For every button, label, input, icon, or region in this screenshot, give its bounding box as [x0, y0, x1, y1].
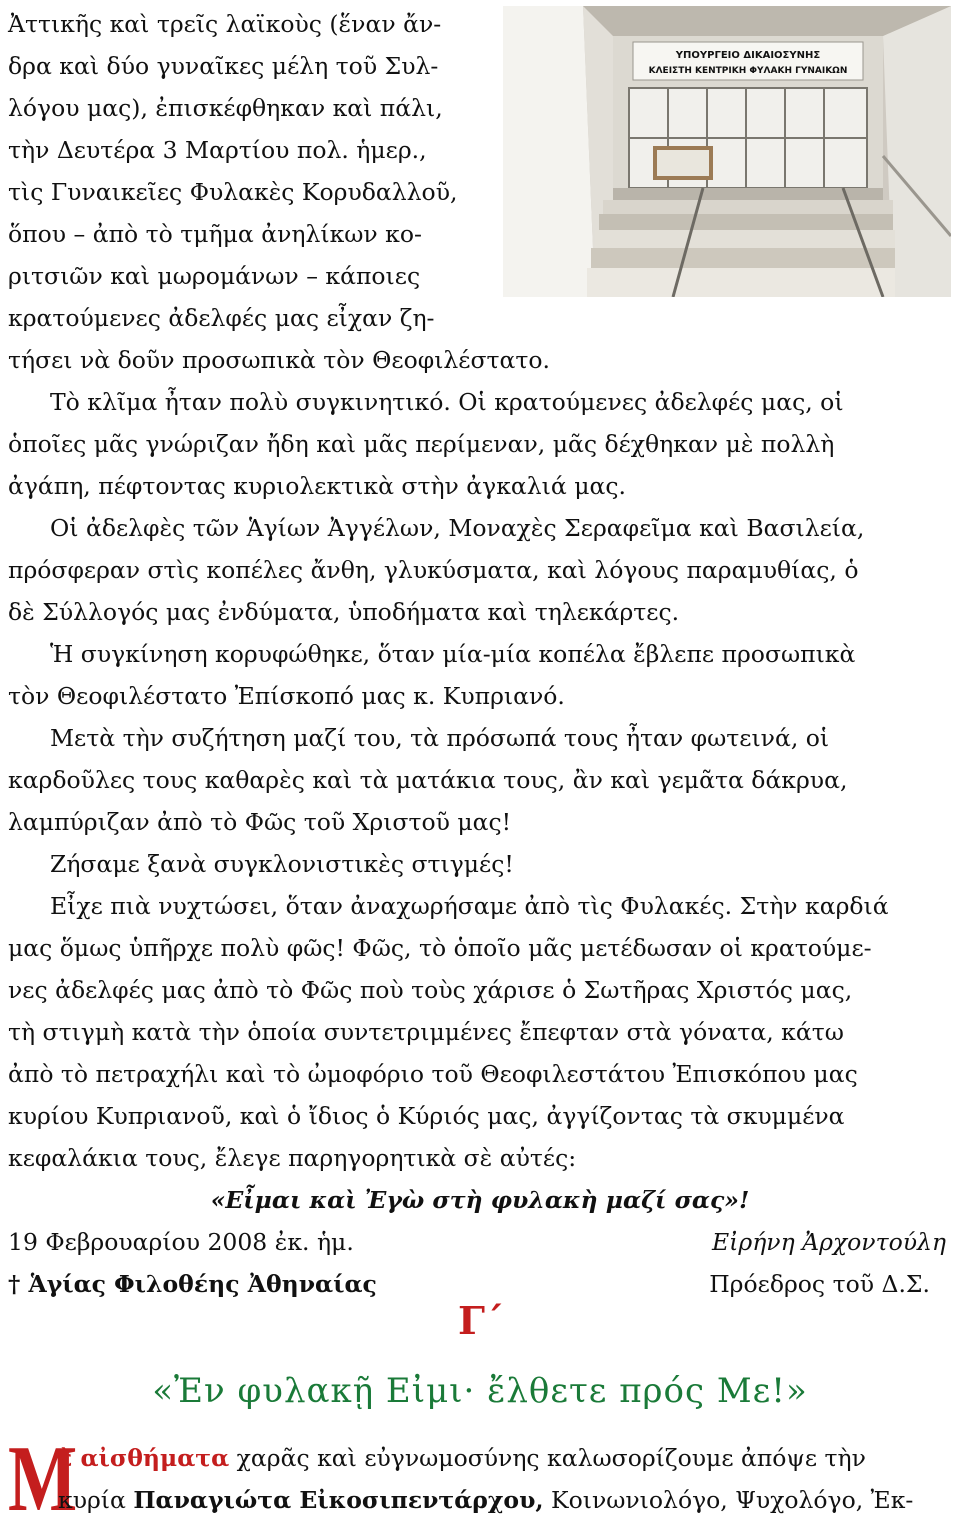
section-title: «Ἐν φυλακῇ Εἰμι· ἔλθετε πρός Με!»: [152, 1371, 808, 1411]
sign-line-1: ΥΠΟΥΡΓΕΙΟ ΔΙΚΑΙΟΣΥΝΗΣ: [675, 50, 821, 61]
article-line: πρόσφεραν στὶς κοπέλες ἄνθη, γλυκύσματα, καὶ λόγους παραμυθίας, ὁ: [8, 556, 859, 584]
section-letter: Γ΄: [458, 1298, 504, 1343]
prison-entrance-illustration: [503, 6, 951, 297]
closing-quote: «Εἶμαι καὶ Ἐγὼ στὴ φυλακὴ μαζί σας»!: [210, 1186, 750, 1214]
article-line: τήσει νὰ δοῦν προσωπικὰ τὸν Θεοφιλέστατο.: [8, 346, 551, 374]
section-line-1: [58, 1438, 866, 1478]
dropcap: Μ: [8, 1427, 78, 1531]
article-line: τὴν Δευτέρα 3 Μαρτίου πολ. ἡμερ.,: [8, 136, 427, 164]
article-line: νες ἀδελφές μας ἀπὸ τὸ Φῶς ποὺ τοὺς χάρισε ὁ Σωτῆρας Χριστός μας,: [8, 976, 853, 1004]
article-line: μας ὅμως ὑπῆρχε πολὺ φῶς! Φῶς, τὸ ὁποῖο μᾶς μετέδωσαν οἱ κρατούμε-: [8, 934, 872, 962]
article-line: λόγου μας), ἐπισκέφθηκαν καὶ πάλι,: [8, 94, 443, 122]
article-line: Ζήσαμε ξανὰ συγκλονιστικὲς στιγμές!: [50, 850, 514, 878]
article-line: δρα καὶ δύο γυναῖκες μέλη τοῦ Συλ-: [8, 52, 439, 80]
signature-name: Εἰρήνη Ἀρχοντούλη: [712, 1228, 946, 1256]
article-line: Τὸ κλῖμα ἦταν πολὺ συγκινητικό. Οἱ κρατούμενες ἀδελφές μας, οἱ: [50, 388, 844, 416]
article-line: ἀπὸ τὸ πετραχήλι καὶ τὸ ὠμοφόριο τοῦ Θεοφιλεστάτου Ἐπισκόπου μας: [8, 1060, 858, 1088]
article-line: Οἱ ἀδελφὲς τῶν Ἁγίων Ἀγγέλων, Μοναχὲς Σεραφεῖμα καὶ Βασιλεία,: [50, 514, 865, 542]
guest-name: Παναγιώτα Εἰκοσιπεντάρχου,: [133, 1486, 544, 1514]
article-line: Ἀττικῆς καὶ τρεῖς λαϊκοὺς (ἕναν ἄν-: [8, 10, 442, 38]
article-line: Μετὰ τὴν συζήτηση μαζί του, τὰ πρόσωπά τους ἦταν φωτεινά, οἱ: [50, 724, 830, 752]
prison-entrance-photo: [503, 6, 951, 297]
article-line: ὅπου – ἀπὸ τὸ τμῆμα ἀνηλίκων κο-: [8, 220, 422, 248]
article-line: κυρίου Κυπριανοῦ, καὶ ὁ ἴδιος ὁ Κύριός μας, ἀγγίζοντας τὰ σκυμμένα: [8, 1102, 845, 1130]
feast-name: Ἁγίας Φιλοθέης Ἀθηναίας: [28, 1270, 377, 1298]
article-line: κρατούμενες ἀδελφές μας εἶχαν ζη-: [8, 304, 435, 332]
article-line: ὁποῖες μᾶς γνώριζαν ἤδη καὶ μᾶς περίμεναν, μᾶς δέχθηκαν μὲ πολλὴ: [8, 430, 835, 458]
signature-feast: [8, 1264, 377, 1304]
signature-role: Πρόεδρος τοῦ Δ.Σ.: [709, 1270, 930, 1298]
article-line: Ἡ συγκίνηση κορυφώθηκε, ὅταν μία-μία κοπέλα ἔβλεπε προσωπικὰ: [50, 640, 856, 668]
section-line-2-post: Κοινωνιολόγο, Ψυχολόγο, Ἐκ-: [543, 1486, 914, 1514]
section-line-2-pre: κυρία: [58, 1486, 134, 1514]
article-line: λαμπύριζαν ἀπὸ τὸ Φῶς τοῦ Χριστοῦ μας!: [8, 808, 512, 836]
article-line: δὲ Σύλλογός μας ἐνδύματα, ὑποδήματα καὶ τηλεκάρτες.: [8, 598, 680, 626]
article-line: τὸν Θεοφιλέστατο Ἐπίσκοπό μας κ. Κυπριανό.: [8, 682, 565, 710]
article-line: καρδοῦλες τους καθαρὲς καὶ τὰ ματάκια τους, ἂν καὶ γεμᾶτα δάκρυα,: [8, 766, 848, 794]
article-line: κεφαλάκια τους, ἔλεγε παρηγορητικὰ σὲ αὐτές:: [8, 1144, 577, 1172]
signature-date: 19 Φεβρουαρίου 2008 ἐκ. ἡμ.: [8, 1228, 354, 1256]
article-line: τὴ στιγμὴ κατὰ τὴν ὁποία συντετριμμένες ἔπεφταν στὰ γόνατα, κάτω: [8, 1018, 844, 1046]
section-line-2: [58, 1480, 913, 1520]
cross-icon: †: [8, 1270, 21, 1298]
article-line: τὶς Γυναικεῖες Φυλακὲς Κορυδαλλοῦ,: [8, 178, 458, 206]
sign-line-2: ΚΛΕΙΣΤΗ ΚΕΝΤΡΙΚΗ ΦΥΛΑΚΗ ΓΥΝΑΙΚΩΝ: [648, 66, 848, 76]
section-line-1-text: χαρᾶς καὶ εὐγνωμοσύνης καλωσορίζουμε ἀπόψε τὴν: [229, 1444, 866, 1472]
article-line: Εἶχε πιὰ νυχτώσει, ὅταν ἀναχωρήσαμε ἀπὸ τὶς Φυλακές. Στὴν καρδιά: [50, 892, 889, 920]
section-red-phrase: ὲ αἰσθήματα: [58, 1444, 230, 1472]
article-line: ριτσιῶν καὶ μωρομάνων – κάποιες: [8, 262, 421, 290]
article-line: ἀγάπη, πέφτοντας κυριολεκτικὰ στὴν ἀγκαλιά μας.: [8, 472, 626, 500]
